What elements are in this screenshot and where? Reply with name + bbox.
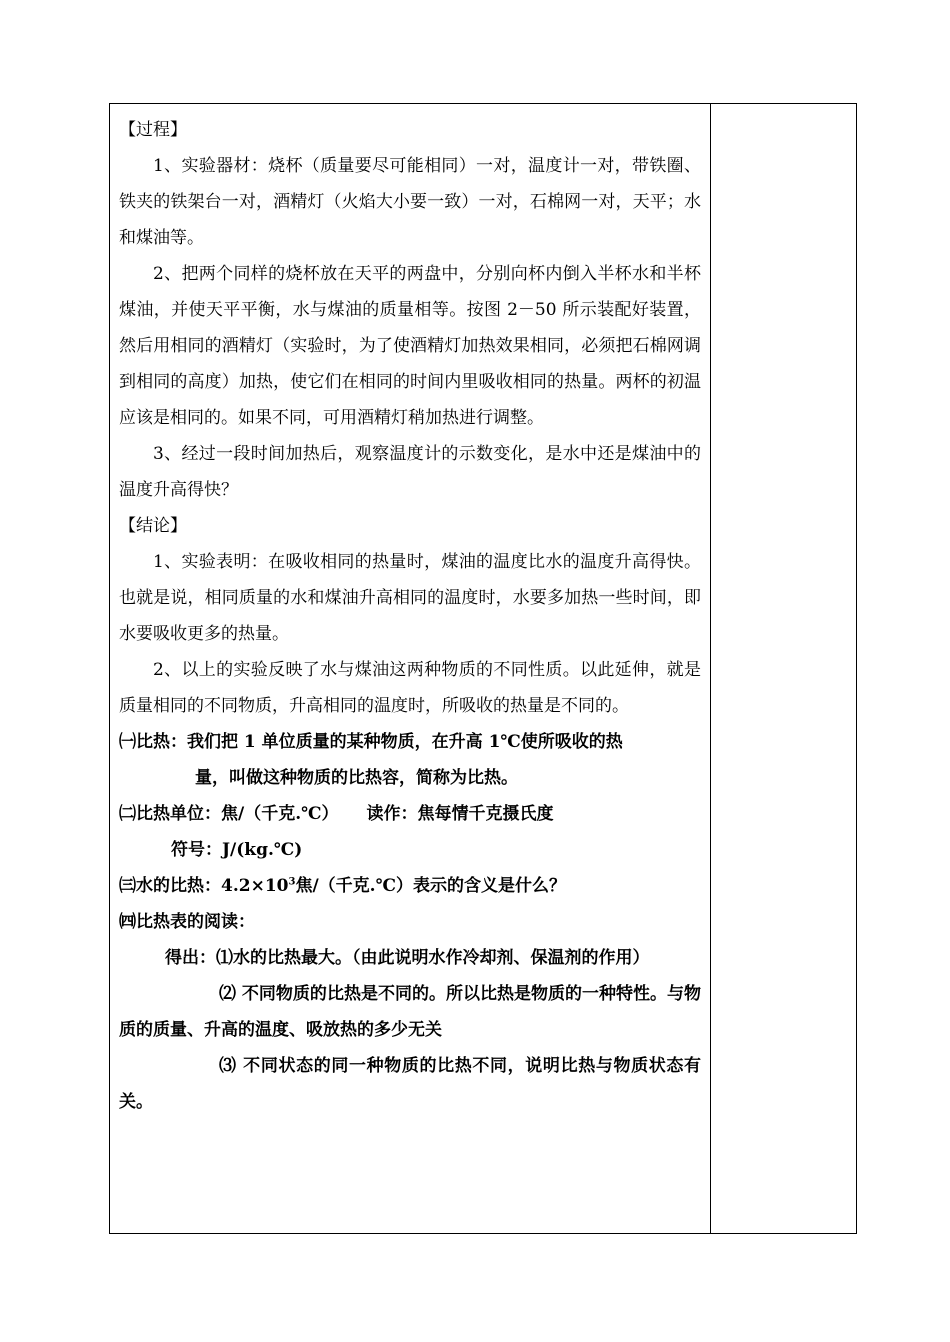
unit-label: ㈡比热单位：焦/（千克.℃） [119, 804, 339, 824]
conclusion-point-2: 2、以上的实验反映了水与煤油这两种物质的不同性质。以此延伸，就是质量相同的不同物质，升高相同的温度时，所吸收的热量是不同的。 [119, 660, 701, 716]
specific-heat-definition-line2: 量，叫做这种物质的比热容，简称为比热。 [195, 768, 518, 788]
table-reading-heading: ㈣比热表的阅读： [119, 912, 255, 932]
notes-cell [711, 104, 856, 1233]
water-heat-value: ㈢水的比热：4.2×10 [119, 876, 289, 896]
process-heading: 【过程】 [119, 120, 187, 140]
result-3: ⑶ 不同状态的同一种物质的比热不同，说明比热与物质状态有关。 [119, 1056, 701, 1112]
conclusion-heading: 【结论】 [119, 516, 187, 536]
process-step-3: 3、经过一段时间加热后，观察温度计的示数变化，是水中还是煤油中的温度升高得快？ [119, 444, 701, 500]
process-step-2: 2、把两个同样的烧杯放在天平的两盘中，分别向杯内倒入半杯水和半杯煤油，并使天平平衡，水与煤油的质量相等。按图 2－50 所示装配好装置，然后用相同的酒精灯（实验时，为了使酒精灯加热效果相同，必须把石棉网调到相同的高度）加热，使它们在相同的时间内里吸收相同的热量。两杯的初温应该是相同的。如果不同，可用酒精灯稍加热进行调整。 [119, 264, 701, 428]
specific-heat-unit [119, 796, 701, 832]
main-cell [119, 112, 701, 1120]
specific-heat-definition-line1: ㈠比热：我们把 1 单位质量的某种物质，在升高 1℃使所吸收的热 [119, 732, 623, 752]
water-heat-exponent: 3 [288, 876, 296, 888]
unit-reading: 读作：焦每情千克摄氏度 [366, 804, 554, 824]
water-heat-question-text: 焦/（千克.℃）表示的含义是什么？ [295, 876, 566, 896]
content-table [109, 103, 857, 1234]
unit-symbol: 符号：J/(kg.℃) [171, 840, 303, 860]
result-1: 得出：⑴水的比热最大。（由此说明水作冷却剂、保温剂的作用） [165, 948, 650, 968]
water-specific-heat-question [119, 868, 701, 904]
process-step-1: 1、实验器材：烧杯（质量要尽可能相同）一对，温度计一对，带铁圈、铁夹的铁架台一对，酒精灯（火焰大小要一致）一对，石棉网一对，天平；水和煤油等。 [119, 156, 701, 248]
result-2: ⑵ 不同物质的比热是不同的。所以比热是物质的一种特性。与物质的质量、升高的温度、吸放热的多少无关 [119, 984, 701, 1040]
conclusion-point-1: 1、实验表明：在吸收相同的热量时，煤油的温度比水的温度升高得快。也就是说，相同质量的水和煤油升高相同的温度时，水要多加热一些时间，即水要吸收更多的热量。 [119, 552, 701, 644]
